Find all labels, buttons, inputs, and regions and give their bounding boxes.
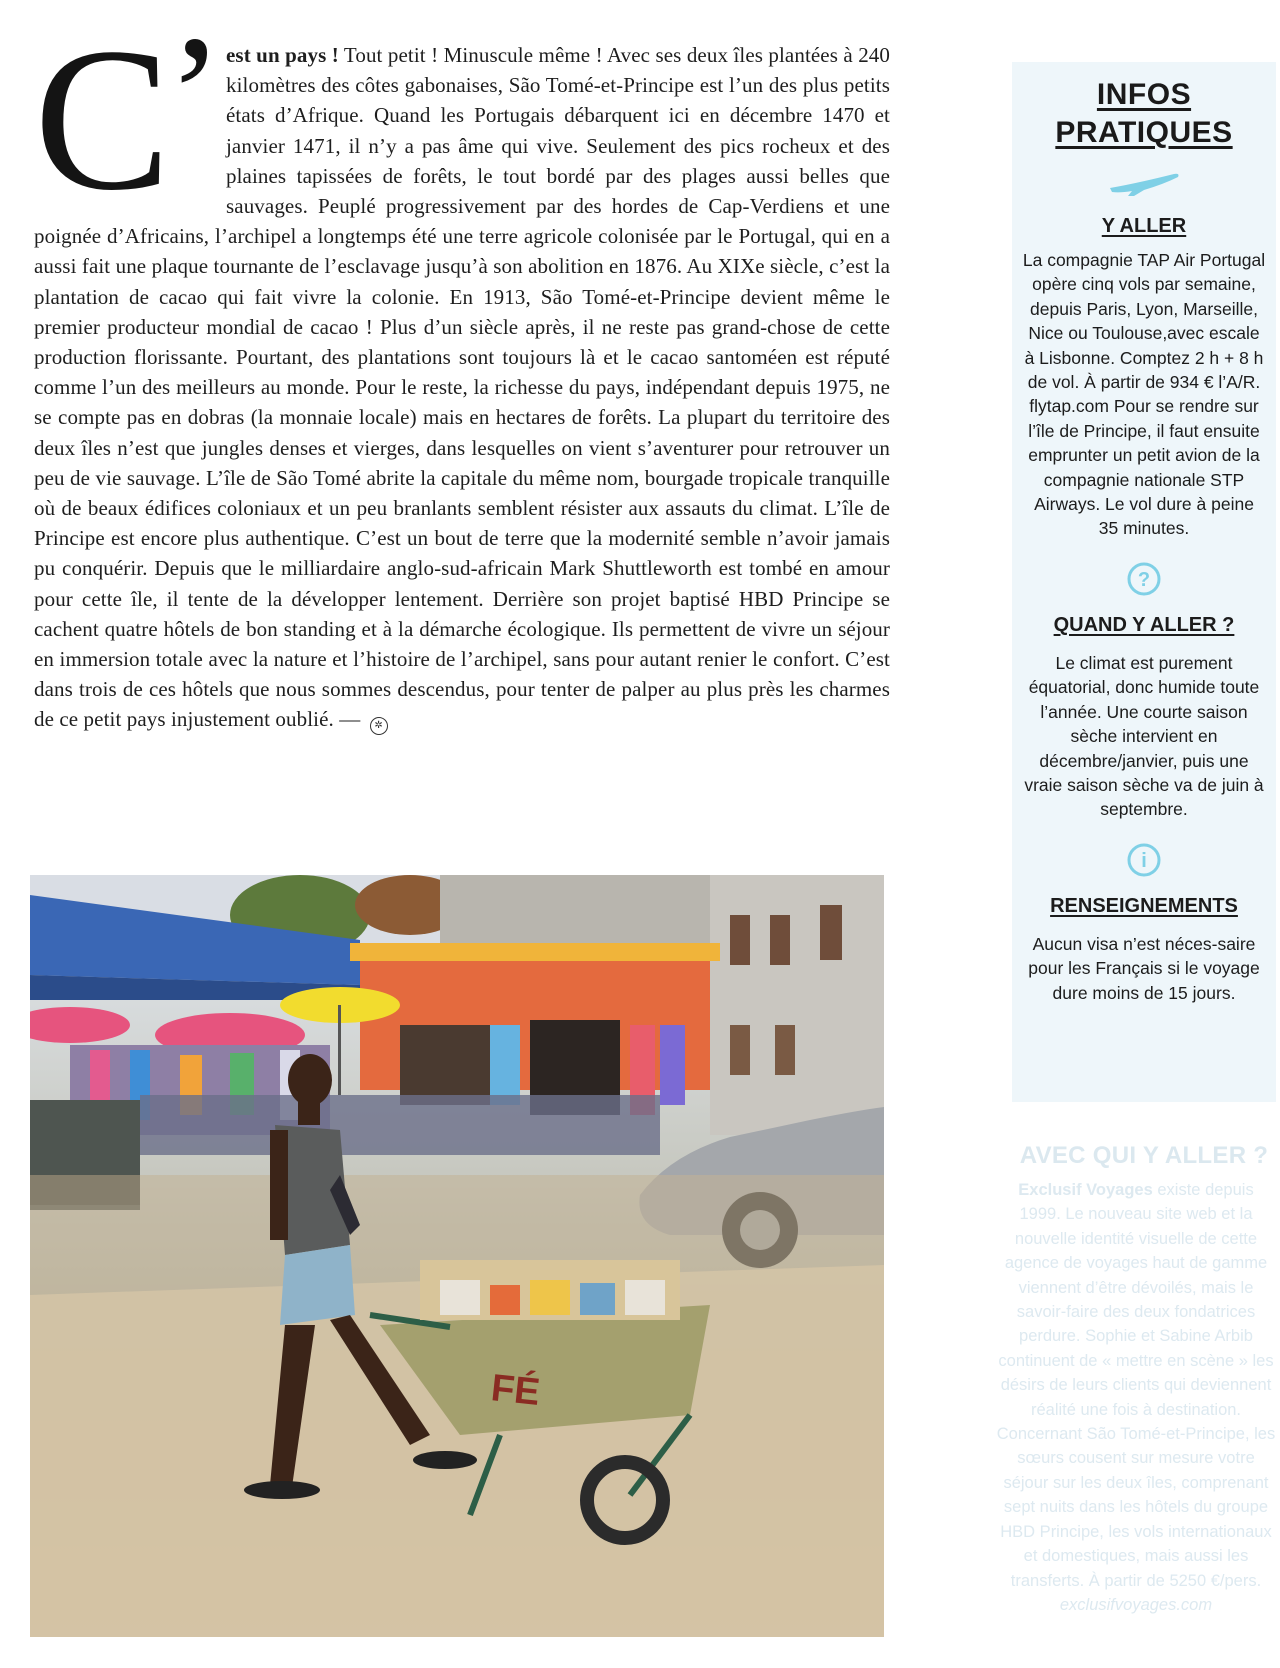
drop-cap-letter: C (34, 6, 171, 233)
avec-qui-heading: AVEC QUI Y ALLER ? (1019, 1142, 1269, 1169)
avec-qui-text (996, 1178, 1276, 1617)
drop-cap-apostrophe: ’ (166, 1, 224, 189)
avec-qui-site: exclusifvoyages.com (1059, 1595, 1213, 1614)
section-heading-renseignements: RENSEIGNEMENTS (1050, 894, 1238, 917)
market-photo (30, 875, 884, 1637)
section-text-y-aller: La compagnie TAP Air Portugal opère cinq vols par semaine, depuis Paris, Lyon, Marseille, Nice ou Toulouse,avec escale à Lisbonne. Comptez 2 h + 8 h de vol. À partir de 934 € l’A/R. flytap.com Pour se rendre sur l’île de Principe, il faut ensuite emprunter un petit avion de la compagnie nationale STP Airways. Le vol dure à peine 35 minutes. (1022, 250, 1266, 539)
article-lead: est un pays ! (226, 43, 339, 67)
sidebar-title-line1: INFOS (1096, 78, 1192, 111)
article-text: Tout petit ! Minuscule même ! Avec ses deux îles plantées à 240 kilomètres des côtes gabonaises, São Tomé-et-Principe est l’un des plus petits états d’Afrique. Quand les Portugais débarquent ici en décembre 1470 et janvier 1471, il n’y a pas âme qui vive. Seulement des pics rocheux et des plaines tapissées de forêts, le tout bordé par des plages aussi belles que sauvages. Peuplé progressivement par des hordes de Cap-Verdiens et une poignée d’Africains, l’archipel a longtemps été une terre agricole colonisée par le Portugal, qui en a aussi fait une plaque tournante de l’esclavage jusqu’à son abolition en 1876. Au XIXe siècle, c’est la plantation de cacao qui fait vivre la colonie. En 1913, São Tomé-et-Principe devient même le premier producteur mondial de cacao ! Plus d’un siècle après, il ne reste pas grand-chose de cette production florissante. Pourtant, des plantations sont toujours là et le cacao santoméen est réputé comme l’un des meilleurs au monde. Pour le reste, la richesse du pays, indépendant depuis 1975, ne se compte pas en dobras (la monnaie locale) mais en hectares de forêts. La plupart du territoire des deux îles n’est que jungles denses et vierges, dans lesquelles on vient s’aventurer pour retrouver un peu de vie sauvage. L’île de São Tomé abrite la capitale du même nom, bourgade tropicale tranquille où de beaux édifices coloniaux et un peu branlants semblent résister aux assauts du climat. L’île de Principe est encore plus authentique. C’est un bout de terre que la modernité semble n’avoir jamais pu conquérir. Depuis que le milliardaire anglo-sud-africain Mark Shuttleworth est tombé en amour pour cette île, il tente de la développer lentement. Derrière son projet baptisé HBD Principe se cachent quatre hôtels de bon standing et à la démarche écologique. Ils permettent de vivre un séjour en immersion totale avec la nature et l’histoire de l’archipel, sans pour autant renier le confort. C’est dans trois de ces hôtels que nous sommes descendus, pour tenter de palper au plus près les charmes de ce petit pays injustement oublié. — (34, 43, 891, 732)
section-heading-y-aller: Y ALLER (1101, 215, 1187, 237)
section-text-renseignements: Aucun visa n’est néces-saire pour les Français si le voyage dure moins de 15 jours. (1028, 933, 1260, 1003)
question-icon (1126, 561, 1162, 597)
avec-qui-brand: Exclusif Voyages (1018, 1181, 1153, 1199)
sidebar-title-line2: PRATIQUES (1055, 116, 1233, 149)
infos-pratiques-sidebar (1012, 62, 1276, 1102)
section-heading-quand: QUAND Y ALLER ? (1053, 613, 1235, 636)
avec-qui-body: existe depuis 1999. Le nouveau site web et la nouvelle identité visuelle de cette agence de voyages haut de gamme viennent d’être dévoilés, mais le savoir-faire des deux fondatrices perdure. Sophie et Sabine Arbib continuent de « mettre en scène » les désirs de leurs clients qui deviennent réalité une fois à destination. Concernant São Tomé-et-Principe, les sœurs cousent sur mesure votre séjour sur les deux îles, comprenant sept nuits dans les hôtels du groupe HBD Principe, les vols internationaux et domestiques, mais aussi les transferts. À partir de 5250 €/pers. (996, 1181, 1276, 1590)
sidebar-title (1012, 76, 1276, 152)
svg-text:?: ? (1137, 568, 1151, 591)
article (34, 1, 891, 735)
section-text-quand: Le climat est purement équatorial, donc humide toute l’année. Une courte saison sèche intervient en décembre/janvier, puis une vraie saison sèche va de juin à septembre. (1024, 652, 1264, 820)
info-icon (1126, 842, 1162, 878)
end-mark-icon: ✲ (370, 717, 388, 735)
airplane-icon (1104, 166, 1184, 202)
drop-cap (34, 1, 227, 233)
market-scene-illustration (30, 875, 884, 1637)
svg-text:i: i (1141, 849, 1147, 872)
wheelbarrow-text: FÉ (489, 1367, 542, 1415)
